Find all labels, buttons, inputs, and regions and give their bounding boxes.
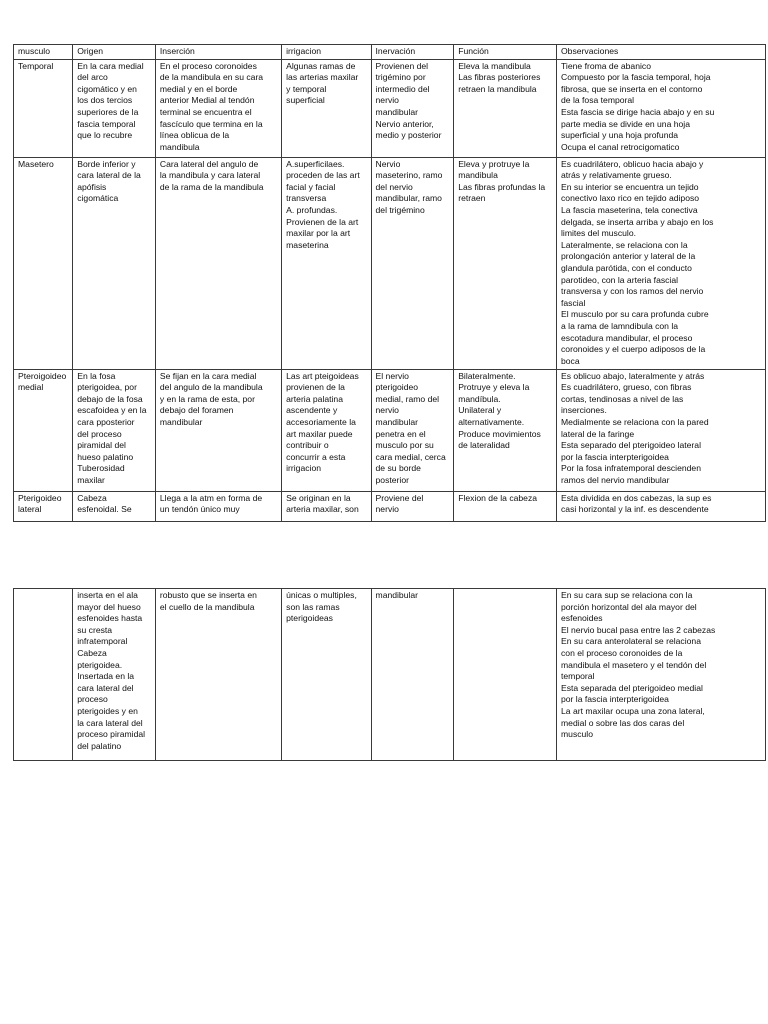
cell-line: anterior Medial al tendón <box>159 95 255 106</box>
cell-origen <box>73 589 156 761</box>
cell-inervacion <box>371 491 454 521</box>
cell-line: debajo del foramen <box>159 405 234 416</box>
cell-line: En su cara anterolateral se relaciona <box>561 636 701 647</box>
header-irrigacion: irrigacion <box>282 45 371 60</box>
cell-musculo <box>14 589 73 761</box>
muscle-table-page-2 <box>13 588 766 761</box>
cell-line: Provienen de la art <box>286 216 359 227</box>
cell-line: escotadura mandibular, el proceso <box>561 332 693 343</box>
cell-line: A. profundas. <box>286 204 338 215</box>
cell-line: atrás y relativamente grueso. <box>561 170 672 181</box>
cell-line: Algunas ramas de <box>286 60 356 71</box>
cell-line: ramos del nervio mandibular <box>561 474 670 485</box>
cell-line <box>458 590 552 602</box>
cell-line: superficial y una hoja profunda <box>561 130 679 141</box>
cell-line: de su borde <box>375 463 421 474</box>
cell-insercion <box>155 59 281 157</box>
cell-insercion <box>155 157 281 369</box>
table-row <box>14 369 766 491</box>
cell-line: A.superficilaes. <box>286 158 345 169</box>
cell-origen <box>73 157 156 369</box>
cell-line: Temporal <box>18 60 54 71</box>
cell-line: únicas o multiples, <box>286 590 357 600</box>
cell-line: el cuello de la mandibula <box>159 601 255 612</box>
cell-line: maseterina <box>286 239 329 250</box>
cell-line: esfenoides <box>561 613 603 624</box>
cell-line: Es oblicuo abajo, lateralmente y atrás <box>561 370 705 381</box>
cell-line: por la fascia interpterigoidea <box>561 451 669 462</box>
cell-line: El nervio <box>375 370 409 381</box>
cell-line: del proceso <box>77 428 122 439</box>
cell-line: arteria palatina <box>286 393 343 404</box>
cell-line: maseterino, ramo <box>375 170 443 181</box>
cell-line: pterigoideo <box>375 382 419 393</box>
cell-line: En la fosa <box>77 370 116 381</box>
cell-funcion <box>454 369 557 491</box>
cell-musculo <box>14 59 73 157</box>
cell-line: de la fosa temporal <box>561 95 635 106</box>
cell-line: y en la rama de esta, por <box>159 393 255 404</box>
cell-irrigacion <box>282 59 371 157</box>
cell-line: La fascia maseterina, tela conectiva <box>561 204 698 215</box>
cell-insercion <box>155 491 281 521</box>
cell-observaciones <box>557 369 766 491</box>
cell-line: medial y en el borde <box>159 83 238 94</box>
cell-line: Por la fosa infratemporal descienden <box>561 463 701 474</box>
cell-line: Protruye y eleva la <box>458 382 530 393</box>
cell-line: medio y posterior <box>375 130 442 141</box>
cell-line: Unilateral y <box>458 405 502 416</box>
cell-irrigacion <box>282 589 371 761</box>
cell-line: apófisis <box>77 181 107 192</box>
cell-line: su cresta <box>77 624 113 635</box>
cell-line: Provienen del <box>375 60 429 71</box>
cell-line: pterigoides y en <box>77 705 138 716</box>
cell-line: mandibular <box>375 106 419 117</box>
cell-line: Tiene froma de abanico <box>561 60 651 71</box>
cell-musculo <box>14 157 73 369</box>
cell-line: los dos tercios <box>77 95 133 106</box>
cell-line: irrigacion <box>286 463 322 474</box>
cell-line: mayor del hueso <box>77 601 141 612</box>
table-row <box>14 589 766 761</box>
cell-line: Borde inferior y <box>77 158 136 169</box>
cell-insercion <box>155 369 281 491</box>
cell-line: mandibular, ramo <box>375 193 442 204</box>
cell-line: superficial <box>286 95 325 106</box>
cell-line: Se fijan en la cara medial <box>159 370 257 381</box>
cell-line: Es cuadrilátero, grueso, con fibras <box>561 382 692 393</box>
header-musculo: musculo <box>14 45 73 60</box>
cell-irrigacion <box>282 369 371 491</box>
cell-line: fascia temporal <box>77 118 136 129</box>
cell-inervacion <box>371 589 454 761</box>
cell-line: art maxilar puede <box>286 428 353 439</box>
cell-line: trigémino por <box>375 72 426 83</box>
cell-line: casi horizontal y la inf. es descendente <box>561 504 709 515</box>
cell-line: Nervio <box>375 158 401 169</box>
cell-line: parotideo, con la arteria fascial <box>561 274 679 285</box>
cell-line: arteria maxilar, son <box>286 504 359 515</box>
cell-line: a la rama de lamndibula con la <box>561 320 679 331</box>
cell-line: Es cuadrilátero, oblicuo hacia abajo y <box>561 158 704 169</box>
cell-line: y temporal <box>286 83 327 94</box>
cell-line: Flexion de la cabeza <box>458 492 538 503</box>
cell-line: coronoides y el cuerpo adiposos de la <box>561 344 706 355</box>
cell-line: mandibular <box>375 416 419 427</box>
cell-line: limites del musculo. <box>561 228 636 239</box>
cell-irrigacion <box>282 157 371 369</box>
cell-observaciones <box>557 589 766 761</box>
cell-line: fascial <box>561 297 586 308</box>
cell-line: nervio <box>375 95 399 106</box>
cell-line: mandíbula. <box>458 393 501 404</box>
cell-line: Insertada en la <box>77 671 135 682</box>
cell-line: Eleva la mandibula <box>458 60 531 71</box>
cell-line: nervio <box>375 504 399 515</box>
cell-line: porción horizontal del ala mayor del <box>561 601 697 612</box>
cell-funcion <box>454 491 557 521</box>
cell-line: nervio <box>375 405 399 416</box>
cell-line: de la mandibula en su cara <box>159 72 264 83</box>
cell-line: pterigoidea. <box>77 659 123 670</box>
cell-line: por la fascia interpterigoidea <box>561 694 669 705</box>
table-header-row <box>14 45 766 60</box>
cell-line: Cabeza <box>77 492 107 503</box>
cell-line: musculo por su <box>375 440 434 451</box>
cell-inervacion <box>371 369 454 491</box>
header-insercion: Inserción <box>155 45 281 60</box>
cell-line: Cabeza <box>77 647 107 658</box>
cell-line: pterigoideas <box>286 613 333 624</box>
cell-line: Ocupa el canal retrocigomatico <box>561 141 680 152</box>
cell-line: son las ramas <box>286 601 340 612</box>
header-inervacion: Inervación <box>371 45 454 60</box>
cell-line: cigomática <box>77 193 119 204</box>
cell-line: cara medial, cerca <box>375 451 446 462</box>
cell-origen <box>73 59 156 157</box>
cell-line: debajo de la fosa <box>77 393 143 404</box>
cell-line: del palatino <box>77 740 122 751</box>
cell-line: piramidal del <box>77 440 126 451</box>
cell-line: escafoidea y en la <box>77 405 147 416</box>
cell-origen <box>73 369 156 491</box>
cell-line: esfenoidal. Se <box>77 504 132 515</box>
cell-line: lateral de la faringe <box>561 428 635 439</box>
cell-line: retraen la mandibula <box>458 83 537 94</box>
cell-line: la cara lateral del <box>77 717 143 728</box>
cell-line: provienen de la <box>286 382 345 393</box>
cell-line: En el proceso coronoides <box>159 60 257 71</box>
cell-line: musculo <box>561 729 593 740</box>
cell-line: medial o sobre las dos caras del <box>561 717 685 728</box>
cell-funcion <box>454 59 557 157</box>
cell-line: boca <box>561 355 580 366</box>
cell-line: Las fibras profundas la <box>458 181 546 192</box>
cell-line: Esta separada del pterigoideo medial <box>561 682 703 693</box>
cell-line: transversa y con los ramos del nervio <box>561 286 704 297</box>
cell-line: Esta dividida en dos cabezas, la sup es <box>561 492 712 503</box>
cell-line: En la cara medial <box>77 60 144 71</box>
cell-funcion <box>454 157 557 369</box>
cell-line: Proviene del <box>375 492 424 503</box>
cell-line: El nervio bucal pasa entre las 2 cabezas <box>561 624 716 635</box>
header-funcion: Función <box>454 45 557 60</box>
cell-line: facial y facial <box>286 181 336 192</box>
cell-line: penetra en el <box>375 428 426 439</box>
cell-line: mandibular <box>375 590 419 600</box>
cell-line: de la rama de la mandibula <box>159 181 264 192</box>
cell-line: ascendente y <box>286 405 338 416</box>
cell-line: pterigoidea, por <box>77 382 137 393</box>
cell-line: un tendón único muy <box>159 504 240 515</box>
cell-line: Pteroigoideo <box>18 370 67 381</box>
cell-line: cortas, tendinosas a nivel de las <box>561 393 684 404</box>
cell-line: del nervio <box>375 181 413 192</box>
cell-line: parte media se divide en una hoja <box>561 118 690 129</box>
cell-line: conectivo laxo rico en tejido adiposo <box>561 193 700 204</box>
cell-line: esfenoides hasta <box>77 613 143 624</box>
cell-line: Esta fascia se dirige hacia abajo y en su <box>561 106 715 117</box>
header-origen: Origen <box>73 45 156 60</box>
cell-line: Produce movimientos <box>458 428 541 439</box>
cell-line: que lo recubre <box>77 130 133 141</box>
cell-line: contribuir o <box>286 440 329 451</box>
cell-line <box>18 590 68 602</box>
cell-line: transversa <box>286 193 327 204</box>
cell-observaciones <box>557 491 766 521</box>
cell-observaciones <box>557 157 766 369</box>
cell-line: proceso <box>77 694 108 705</box>
cell-line: medial, ramo del <box>375 393 440 404</box>
cell-line: línea oblicua de la <box>159 130 230 141</box>
cell-line: intermedio del <box>375 83 430 94</box>
cell-line: del angulo de la mandibula <box>159 382 263 393</box>
cell-observaciones <box>557 59 766 157</box>
cell-origen <box>73 491 156 521</box>
cell-line: cara lateral de la <box>77 170 141 181</box>
cell-line: temporal <box>561 671 595 682</box>
cell-line: terminal se encuentra el <box>159 106 252 117</box>
cell-line: la mandibula y cara lateral <box>159 170 261 181</box>
cell-line: fascículo que termina en la <box>159 118 263 129</box>
cell-line: proceso piramidal <box>77 729 146 740</box>
table-row <box>14 59 766 157</box>
header-observaciones: Observaciones <box>557 45 766 60</box>
cell-line: superiores de la <box>77 106 139 117</box>
cell-line: Bilateralmente. <box>458 370 516 381</box>
cell-line: glandula parótida, con el conducto <box>561 262 692 273</box>
cell-irrigacion <box>282 491 371 521</box>
cell-line: Masetero <box>18 158 54 169</box>
cell-line: Cara lateral del angulo de <box>159 158 259 169</box>
cell-line: posterior <box>375 474 409 485</box>
cell-musculo <box>14 369 73 491</box>
cell-line: En su interior se encuentra un tejido <box>561 181 699 192</box>
cell-line: Esta separado del pterigoideo lateral <box>561 440 701 451</box>
cell-line: Nervio anterior, <box>375 118 434 129</box>
cell-insercion <box>155 589 281 761</box>
cell-line: Lateralmente, se relaciona con la <box>561 239 688 250</box>
cell-line: lateral <box>18 504 42 515</box>
cell-line: del arco <box>77 72 108 83</box>
cell-line: delgada, se inserta arriba y abajo en los <box>561 216 714 227</box>
cell-line: El musculo por su cara profunda cubre <box>561 309 709 320</box>
cell-line: Medialmente se relaciona con la pared <box>561 416 709 427</box>
cell-line: fibrosa, que se inserta en el contorno <box>561 83 703 94</box>
cell-line: las arterias maxilar <box>286 72 359 83</box>
cell-line: Compuesto por la fascia temporal, hoja <box>561 72 711 83</box>
cell-line: prolongación anterior y lateral de la <box>561 251 696 262</box>
cell-line: Pterigoideo <box>18 492 62 503</box>
cell-line: Las fibras posteriores <box>458 72 541 83</box>
cell-line: Las art pteigoideas <box>286 370 359 381</box>
cell-line: de lateralidad <box>458 440 510 451</box>
cell-line: mandibula <box>159 141 200 152</box>
cell-line: accesoriamente la <box>286 416 356 427</box>
cell-line: maxilar <box>77 474 105 485</box>
muscle-table-page-1 <box>13 44 766 522</box>
cell-line: En su cara sup se relaciona con la <box>561 590 693 600</box>
cell-line: La art maxilar ocupa una zona lateral, <box>561 705 705 716</box>
cell-line: del trigémino <box>375 204 425 215</box>
cell-line: retraen <box>458 193 486 204</box>
cell-line: con el proceso coronoides de la <box>561 647 683 658</box>
cell-line: concurrir a esta <box>286 451 346 462</box>
cell-line: cigomático y en <box>77 83 137 94</box>
cell-inervacion <box>371 157 454 369</box>
cell-line: robusto que se inserta en <box>159 590 257 600</box>
cell-line: infratemporal <box>77 636 128 647</box>
cell-line: Tuberosidad <box>77 463 125 474</box>
cell-line: mandibula el masetero y el tendón del <box>561 659 707 670</box>
cell-line: proceden de las art <box>286 170 360 181</box>
cell-funcion <box>454 589 557 761</box>
cell-line: Llega a la atm en forma de <box>159 492 263 503</box>
cell-line: inserta en el ala <box>77 590 138 600</box>
cell-line: Eleva y protruye la <box>458 158 530 169</box>
cell-line: cara lateral del <box>77 682 134 693</box>
cell-inervacion <box>371 59 454 157</box>
cell-line: mandibula <box>458 170 498 181</box>
cell-musculo <box>14 491 73 521</box>
cell-line: Se originan en la <box>286 492 351 503</box>
cell-line: inserciones. <box>561 405 607 416</box>
cell-line: mandibular <box>159 416 203 427</box>
table-row <box>14 491 766 521</box>
cell-line: medial <box>18 382 44 393</box>
cell-line: cara pposterior <box>77 416 135 427</box>
table-row <box>14 157 766 369</box>
cell-line: alternativamente. <box>458 416 525 427</box>
cell-line: maxilar por la art <box>286 228 351 239</box>
cell-line: hueso palatino <box>77 451 134 462</box>
